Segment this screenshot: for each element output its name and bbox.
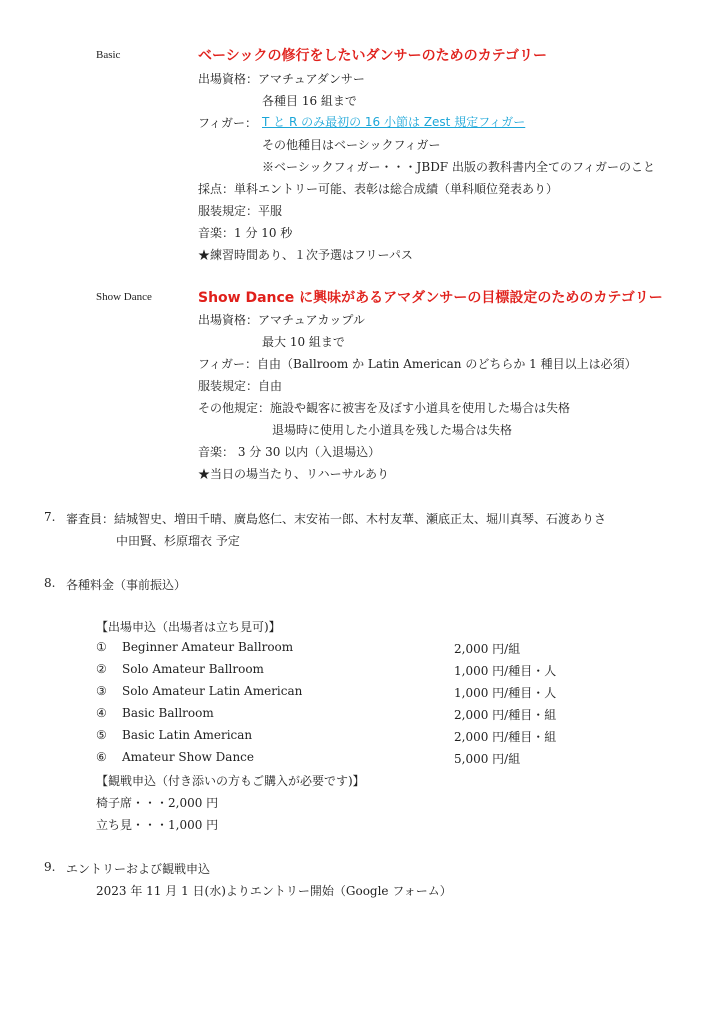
s7-number: 7. bbox=[44, 510, 56, 524]
show-line-1: 出場資格：アマチュアカップル bbox=[198, 313, 365, 327]
fee-price: 2,000 円/組 bbox=[454, 642, 521, 656]
basic-line-9: 音楽：1 分 10 秒 bbox=[198, 226, 293, 240]
basic-line-7: 採点：単科エントリー可能、表彰は総合成績（単科順位発表あり） bbox=[198, 182, 559, 196]
entry-heading: 【出場申込（出場者は立ち見可)】 bbox=[96, 620, 281, 634]
judges-line-2: 中田賢、杉原瑠衣 予定 bbox=[116, 534, 240, 548]
show-line-6: 退場時に使用した小道具を残した場合は失格 bbox=[272, 423, 513, 437]
stand-price: 立ち見・・・1,000 円 bbox=[96, 818, 219, 832]
basic-line-2: 各種目 16 組まで bbox=[262, 94, 357, 108]
fee-price: 2,000 円/種目・組 bbox=[454, 708, 557, 722]
basic-figure-label: フィガー： bbox=[198, 116, 258, 130]
basic-line-5: その他種目はベーシックフィガー bbox=[262, 138, 441, 152]
basic-line-1: 出場資格：アマチュアダンサー bbox=[198, 72, 365, 86]
fee-mark: ② bbox=[96, 662, 107, 676]
basic-line-6: ※ベーシックフィガー・・・JBDF 出版の教科書内全てのフィガーのこと bbox=[262, 160, 655, 174]
fee-name: Basic Latin American bbox=[122, 728, 253, 742]
show-label: Show Dance bbox=[96, 291, 152, 303]
s8-title: 各種料金（事前振込） bbox=[66, 578, 187, 592]
judges-line-1: 審査員：結城智史、増田千晴、廣島悠仁、末安祐一郎、木村友華、瀬底正太、堀川真琴、石渡ありさ bbox=[66, 512, 607, 526]
fee-mark: ① bbox=[96, 640, 107, 654]
s8-number: 8. bbox=[44, 576, 56, 590]
watch-heading: 【観戦申込（付き添いの方もご購入が必要です)】 bbox=[96, 774, 365, 788]
s9-number: 9. bbox=[44, 860, 56, 874]
fee-mark: ③ bbox=[96, 684, 107, 698]
show-line-5: その他規定：施設や観客に被害を及ぼす小道具を使用した場合は失格 bbox=[198, 401, 571, 415]
basic-heading: ベーシックの修行をしたいダンサーのためのカテゴリー bbox=[198, 48, 548, 64]
fee-mark: ④ bbox=[96, 706, 107, 720]
basic-line-8: 服装規定：平服 bbox=[198, 204, 283, 218]
seat-price: 椅子席・・・2,000 円 bbox=[96, 796, 219, 810]
show-heading: Show Dance に興味があるアマダンサーの目標設定のためのカテゴリー bbox=[198, 290, 663, 306]
basic-label: Basic bbox=[96, 49, 121, 61]
show-line-8: ★当日の場当たり、リハーサルあり bbox=[198, 467, 390, 481]
fee-name: Basic Ballroom bbox=[122, 706, 214, 720]
fee-price: 1,000 円/種目・人 bbox=[454, 686, 557, 700]
fee-price: 2,000 円/種目・組 bbox=[454, 730, 557, 744]
basic-figure-rule-link[interactable]: T と R のみ最初の 16 小節は Zest 規定フィガー bbox=[262, 115, 526, 129]
show-line-7: 音楽： 3 分 30 以内（入退場込） bbox=[198, 445, 381, 459]
s9-title: エントリーおよび観戦申込 bbox=[66, 862, 211, 876]
fee-name: Solo Amateur Ballroom bbox=[122, 662, 264, 676]
fee-mark: ⑤ bbox=[96, 728, 107, 742]
fee-price: 5,000 円/組 bbox=[454, 752, 521, 766]
entry-start-line: 2023 年 11 月 1 日(水)よりエントリー開始（Google フォーム） bbox=[96, 884, 452, 898]
fee-mark: ⑥ bbox=[96, 750, 107, 764]
fee-name: Solo Amateur Latin American bbox=[122, 684, 303, 698]
fee-name: Beginner Amateur Ballroom bbox=[122, 640, 294, 654]
basic-line-10: ★練習時間あり、１次予選はフリーパス bbox=[198, 248, 413, 262]
show-line-3: フィガー：自由（Ballroom か Latin American のどちらか 1 種目以上は必須） bbox=[198, 357, 637, 371]
fee-name: Amateur Show Dance bbox=[122, 750, 254, 764]
fee-price: 1,000 円/種目・人 bbox=[454, 664, 557, 678]
show-line-4: 服装規定：自由 bbox=[198, 379, 283, 393]
show-line-2: 最大 10 組まで bbox=[262, 335, 345, 349]
